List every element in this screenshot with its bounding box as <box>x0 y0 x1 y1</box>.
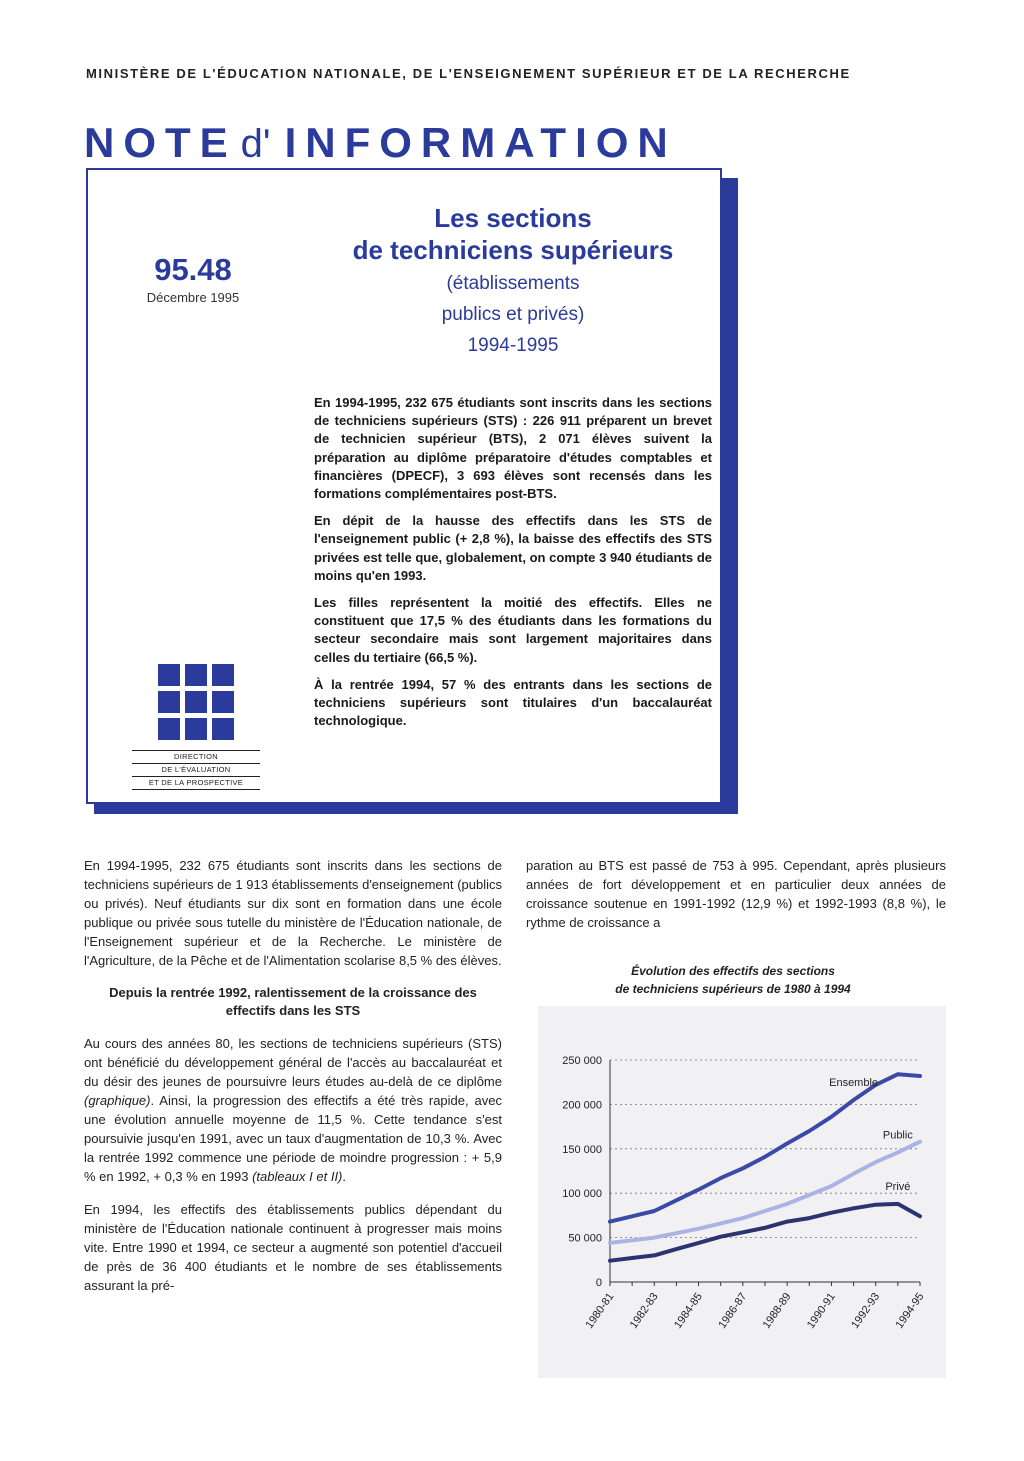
y-tick-label: 150 000 <box>562 1143 602 1156</box>
text-run: . Ainsi, la progression des effectifs a été très rapide, avec une évolution annuelle moyenne de 11,5 %. Cette tendance s'est poursuivie jusqu'en 1991, avec un taux d'augmentation de 10,3 %. Avec la rentrée 1992 commence une période de moindre progression : + 5,9 % en 1992, + 0,3 % en 1993 <box>84 1093 502 1184</box>
subtitle-line-1: (établissements <box>446 273 580 294</box>
directorate-name <box>132 750 260 790</box>
body-paragraph: paration au BTS est passé de 753 à 995. Cependant, après plusieurs années de fort développement et en particulier deux années de croissance soutenue en 1991-1992 (12,9 %) et 1992-1993 (8,8 %), le rythme de croissance a <box>526 858 946 930</box>
y-tick-label: 250 000 <box>562 1055 602 1067</box>
brand-note: NOTE <box>84 119 237 166</box>
y-tick-label: 0 <box>595 1277 602 1289</box>
series-label: Privé <box>885 1180 911 1193</box>
x-tick-label: 1980-81 <box>583 1290 617 1331</box>
directorate-line: DE L'ÉVALUATION <box>132 763 260 776</box>
x-tick-label: 1990-91 <box>804 1290 838 1331</box>
chart-title-line-1: Évolution des effectifs des sections <box>631 964 835 978</box>
y-tick-label: 100 000 <box>562 1188 602 1201</box>
document-subtitle <box>308 268 718 361</box>
logo-square <box>212 691 234 713</box>
logo-square <box>158 691 180 713</box>
y-tick-label: 50 000 <box>568 1232 602 1245</box>
brand-d: d' <box>240 122 271 166</box>
summary-paragraph: À la rentrée 1994, 57 % des entrants dans les sections de techniciens supérieurs sont titulaires d'un baccalauréat technologique. <box>314 676 712 729</box>
logo-square <box>158 664 180 686</box>
note-number: 95.48 <box>154 252 232 287</box>
directorate-line: DIRECTION <box>132 750 260 763</box>
summary-paragraph: En 1994-1995, 232 675 étudiants sont inscrits dans les sections de techniciens supérieurs (STS) : 226 911 préparent un brevet de technicien supérieur (BTS), 2 071 élèves suivent la préparation au diplôme préparatoire d'études comptables et financières (DPECF), 3 693 élèves sont recensés dans les formations complémentaires post-BTS. <box>314 395 712 502</box>
x-tick-label: 1994-95 <box>893 1290 927 1331</box>
text-run: Au cours des années 80, les sections de techniciens supérieurs (STS) ont bénéficié du développement général de l'accès au baccalauréat et du désir des jeunes de poursuivre leurs études au-delà de ce diplôme <box>84 1036 502 1089</box>
text-run: . <box>342 1169 347 1184</box>
title-line-2: de techniciens supérieurs <box>352 235 674 265</box>
series-label: Public <box>882 1129 913 1142</box>
body-paragraph: En 1994, les effectifs des établissements publics dépendant du ministère de l'Éducation nationale continuent à progresser mais moins vite. Entre 1990 et 1994, ce secteur a augmenté son potentiel d'accueil de près de 36 400 étudiants et le nombre de ses établissements assurant la pré- <box>84 1202 502 1293</box>
section-heading: Depuis la rentrée 1992, ralentissement de la croissance des effectifs dans les STS <box>109 985 477 1018</box>
logo-square <box>185 691 207 713</box>
chart-panel <box>538 1006 946 1378</box>
line-chart <box>538 1006 946 1378</box>
text-emphasis: (tableaux I et II) <box>252 1169 343 1184</box>
ministry-header: MINISTÈRE DE L'ÉDUCATION NATIONALE, DE L'ENSEIGNEMENT SUPÉRIEUR ET DE LA RECHERCHE <box>86 66 851 81</box>
logo-square <box>158 718 180 740</box>
x-tick-label: 1992-93 <box>849 1290 883 1331</box>
logo-square <box>212 664 234 686</box>
series-label: Ensemble <box>829 1076 879 1089</box>
summary-paragraph: Les filles représentent la moitié des effectifs. Elles ne constituent que 17,5 % des étudiants dans les formations du secteur secondaire mais sont largement majoritaires dans celles du tertiaire (66,5 %). <box>314 595 712 665</box>
logo-square <box>185 718 207 740</box>
body-paragraph <box>84 1034 502 1186</box>
text-emphasis: (graphique) <box>84 1093 151 1108</box>
title-line-1: Les sections <box>434 203 592 233</box>
x-tick-label: 1986-87 <box>716 1290 750 1331</box>
series-line-ensemble <box>610 1074 920 1221</box>
summary <box>314 394 712 739</box>
x-tick-label: 1988-89 <box>760 1290 794 1331</box>
publication-brand <box>84 118 677 169</box>
chart-title-line-2: de techniciens supérieurs de 1980 à 1994 <box>615 982 851 996</box>
body-left-column <box>84 856 502 1309</box>
directorate-logo <box>158 664 234 740</box>
directorate-line: ET DE LA PROSPECTIVE <box>132 776 260 790</box>
cover-box <box>86 168 722 804</box>
subtitle-line-2: publics et privés) <box>441 304 585 325</box>
x-tick-label: 1982-83 <box>627 1290 661 1331</box>
body-right-column <box>526 856 946 932</box>
logo-square <box>185 664 207 686</box>
document-title <box>308 202 718 266</box>
body-paragraph: En 1994-1995, 232 675 étudiants sont inscrits dans les sections de techniciens supérieurs de 1 913 établissements d'enseignement (publics ou privés). Neuf étudiants sur dix sont en formation dans une école publique ou privée sous tutelle du ministère de l'Éducation nationale, de l'Enseignement supérieur et de la Recherche. Le ministère de l'Agriculture, de la Pêche et de l'Alimentation scolarise 8,5 % des élèves. <box>84 858 502 968</box>
x-tick-label: 1984-85 <box>672 1290 706 1331</box>
summary-paragraph: En dépit de la hausse des effectifs dans les STS de l'enseignement public (+ 2,8 %), la baisse des effectifs des STS privées est telle que, globalement, on compte 3 940 étudiants de moins qu'en 1993. <box>314 513 712 583</box>
subtitle-line-3: 1994-1995 <box>467 335 559 356</box>
brand-information: INFORMATION <box>284 119 677 166</box>
note-date: Décembre 1995 <box>146 290 240 305</box>
y-tick-label: 200 000 <box>562 1099 602 1112</box>
logo-square <box>212 718 234 740</box>
chart-title <box>560 962 906 998</box>
